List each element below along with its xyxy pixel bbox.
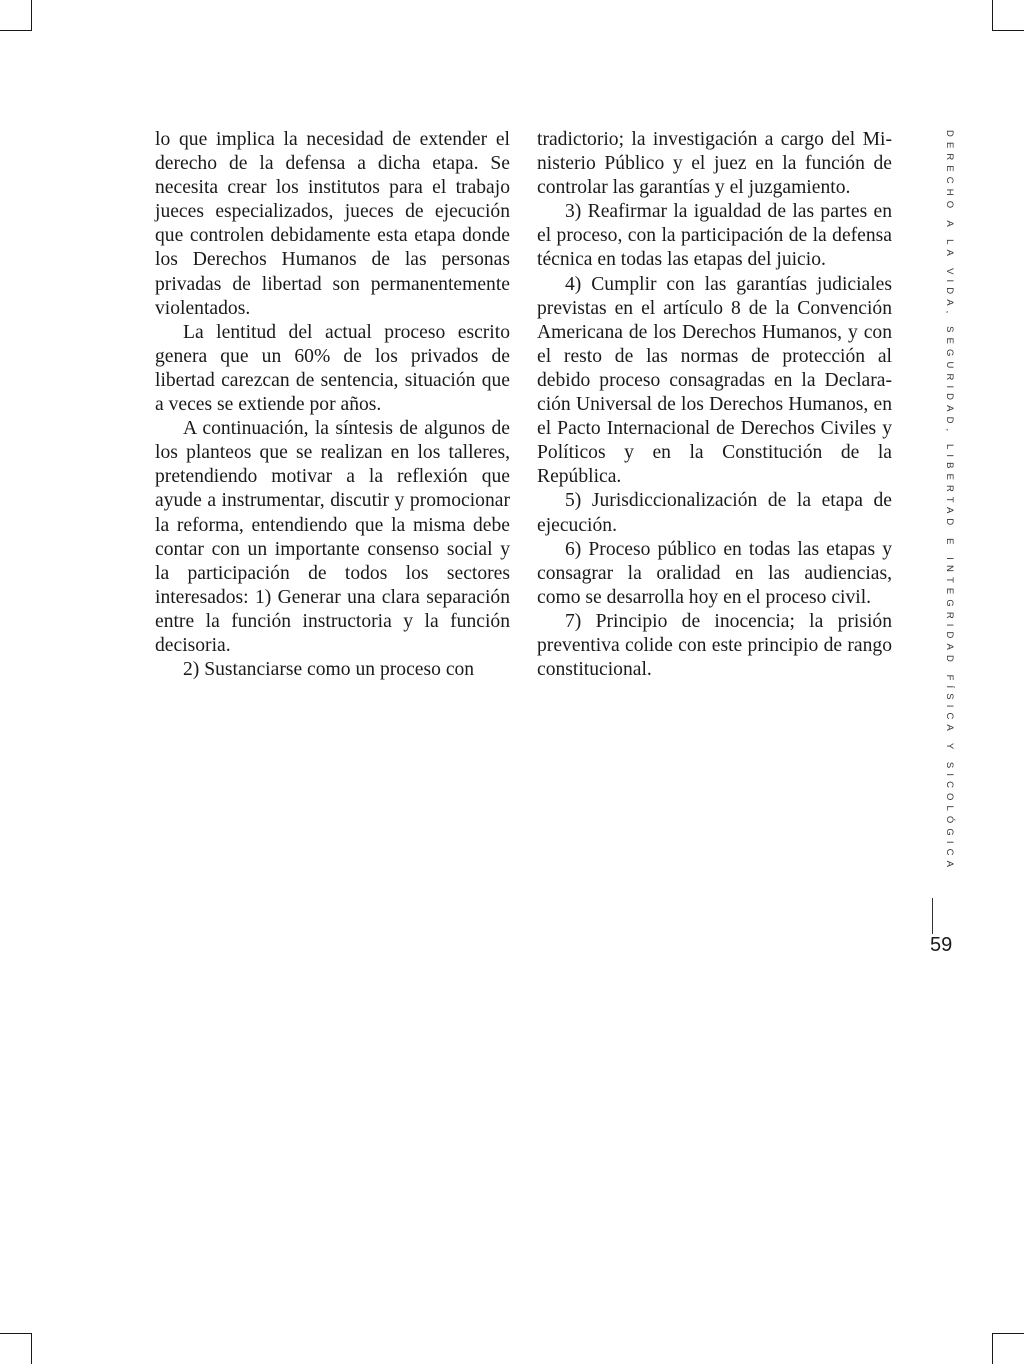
- paragraph: A continuación, la síntesis de algunos de los planteos que se realizan en los talleres, pretendiendo motivar a la reflexión que ayude a instrumentar, discutir y promocionar la reforma, entendiendo que la misma debe contar con un importante consenso social y la participación de todos los sectores interesados: 1) Generar una clara separación entre la función instructoria y la función decisoria.: [155, 418, 510, 656]
- paragraph: 6) Proceso público en todas las etapas y consagrar la oralidad en las audiencias, como se desarrolla hoy en el proceso civil.: [537, 538, 892, 608]
- paragraph: 3) Reafirmar la igualdad de las partes en el proceso, con la participación de la defensa técnica en todas las etapas del juicio.: [537, 201, 892, 271]
- page-number: 59: [930, 934, 953, 956]
- paragraph: lo que implica la necesidad de extender el derecho de la defensa a dicha etapa. Se necesita crear los institutos para el trabajo jueces especializados, jueces de ejecución que controlen debidamente esta etapa donde los Derechos Humanos de las personas privadas de libertad son permanentemente violentados.: [155, 129, 510, 319]
- crop-mark-bottom-left: [0, 1333, 31, 1334]
- paragraph: 4) Cumplir con las garantías judiciales previstas en el artículo 8 de la Convención Americana de los Derechos Humanos, y con el resto de las normas de protección al debido proceso consagradas en la Declaración Universal de los Derechos Humanos, en el Pacto Internacional de Derechos Civiles y Políticos y en la Constitución de la República.: [537, 273, 892, 488]
- crop-mark-bottom-left: [31, 1333, 32, 1364]
- crop-mark-top-right: [992, 0, 993, 31]
- right-column: [537, 128, 892, 682]
- left-column: [155, 128, 510, 682]
- running-head: DERECHO A LA VIDA, SEGURIDAD, LIBERTAD E INTEGRIDAD FÍSICA Y SICOLÓGICA: [944, 130, 955, 873]
- paragraph: 7) Principio de inocencia; la prisión preventiva colide con este principio de rango constitucional.: [537, 610, 892, 681]
- crop-mark-top-left: [31, 0, 32, 31]
- page-number-rule: [932, 898, 933, 934]
- paragraph: La lentitud del actual proceso escrito genera que un 60% de los privados de libertad carezcan de sentencia, situación que a veces se extiende por años.: [155, 321, 510, 416]
- crop-mark-bottom-right: [993, 1333, 1024, 1334]
- paragraph: 2) Sustanciarse como un proceso con: [183, 659, 475, 681]
- paragraph: 5) Jurisdiccionalización de la etapa de ejecución.: [537, 490, 892, 536]
- crop-mark-top-right: [993, 30, 1024, 31]
- crop-mark-bottom-right: [992, 1333, 993, 1364]
- paragraph: tradictorio; la investigación a cargo del Ministerio Público y el juez en la función de controlar las garantías y el juzgamiento.: [537, 129, 892, 199]
- crop-mark-top-left: [0, 30, 31, 31]
